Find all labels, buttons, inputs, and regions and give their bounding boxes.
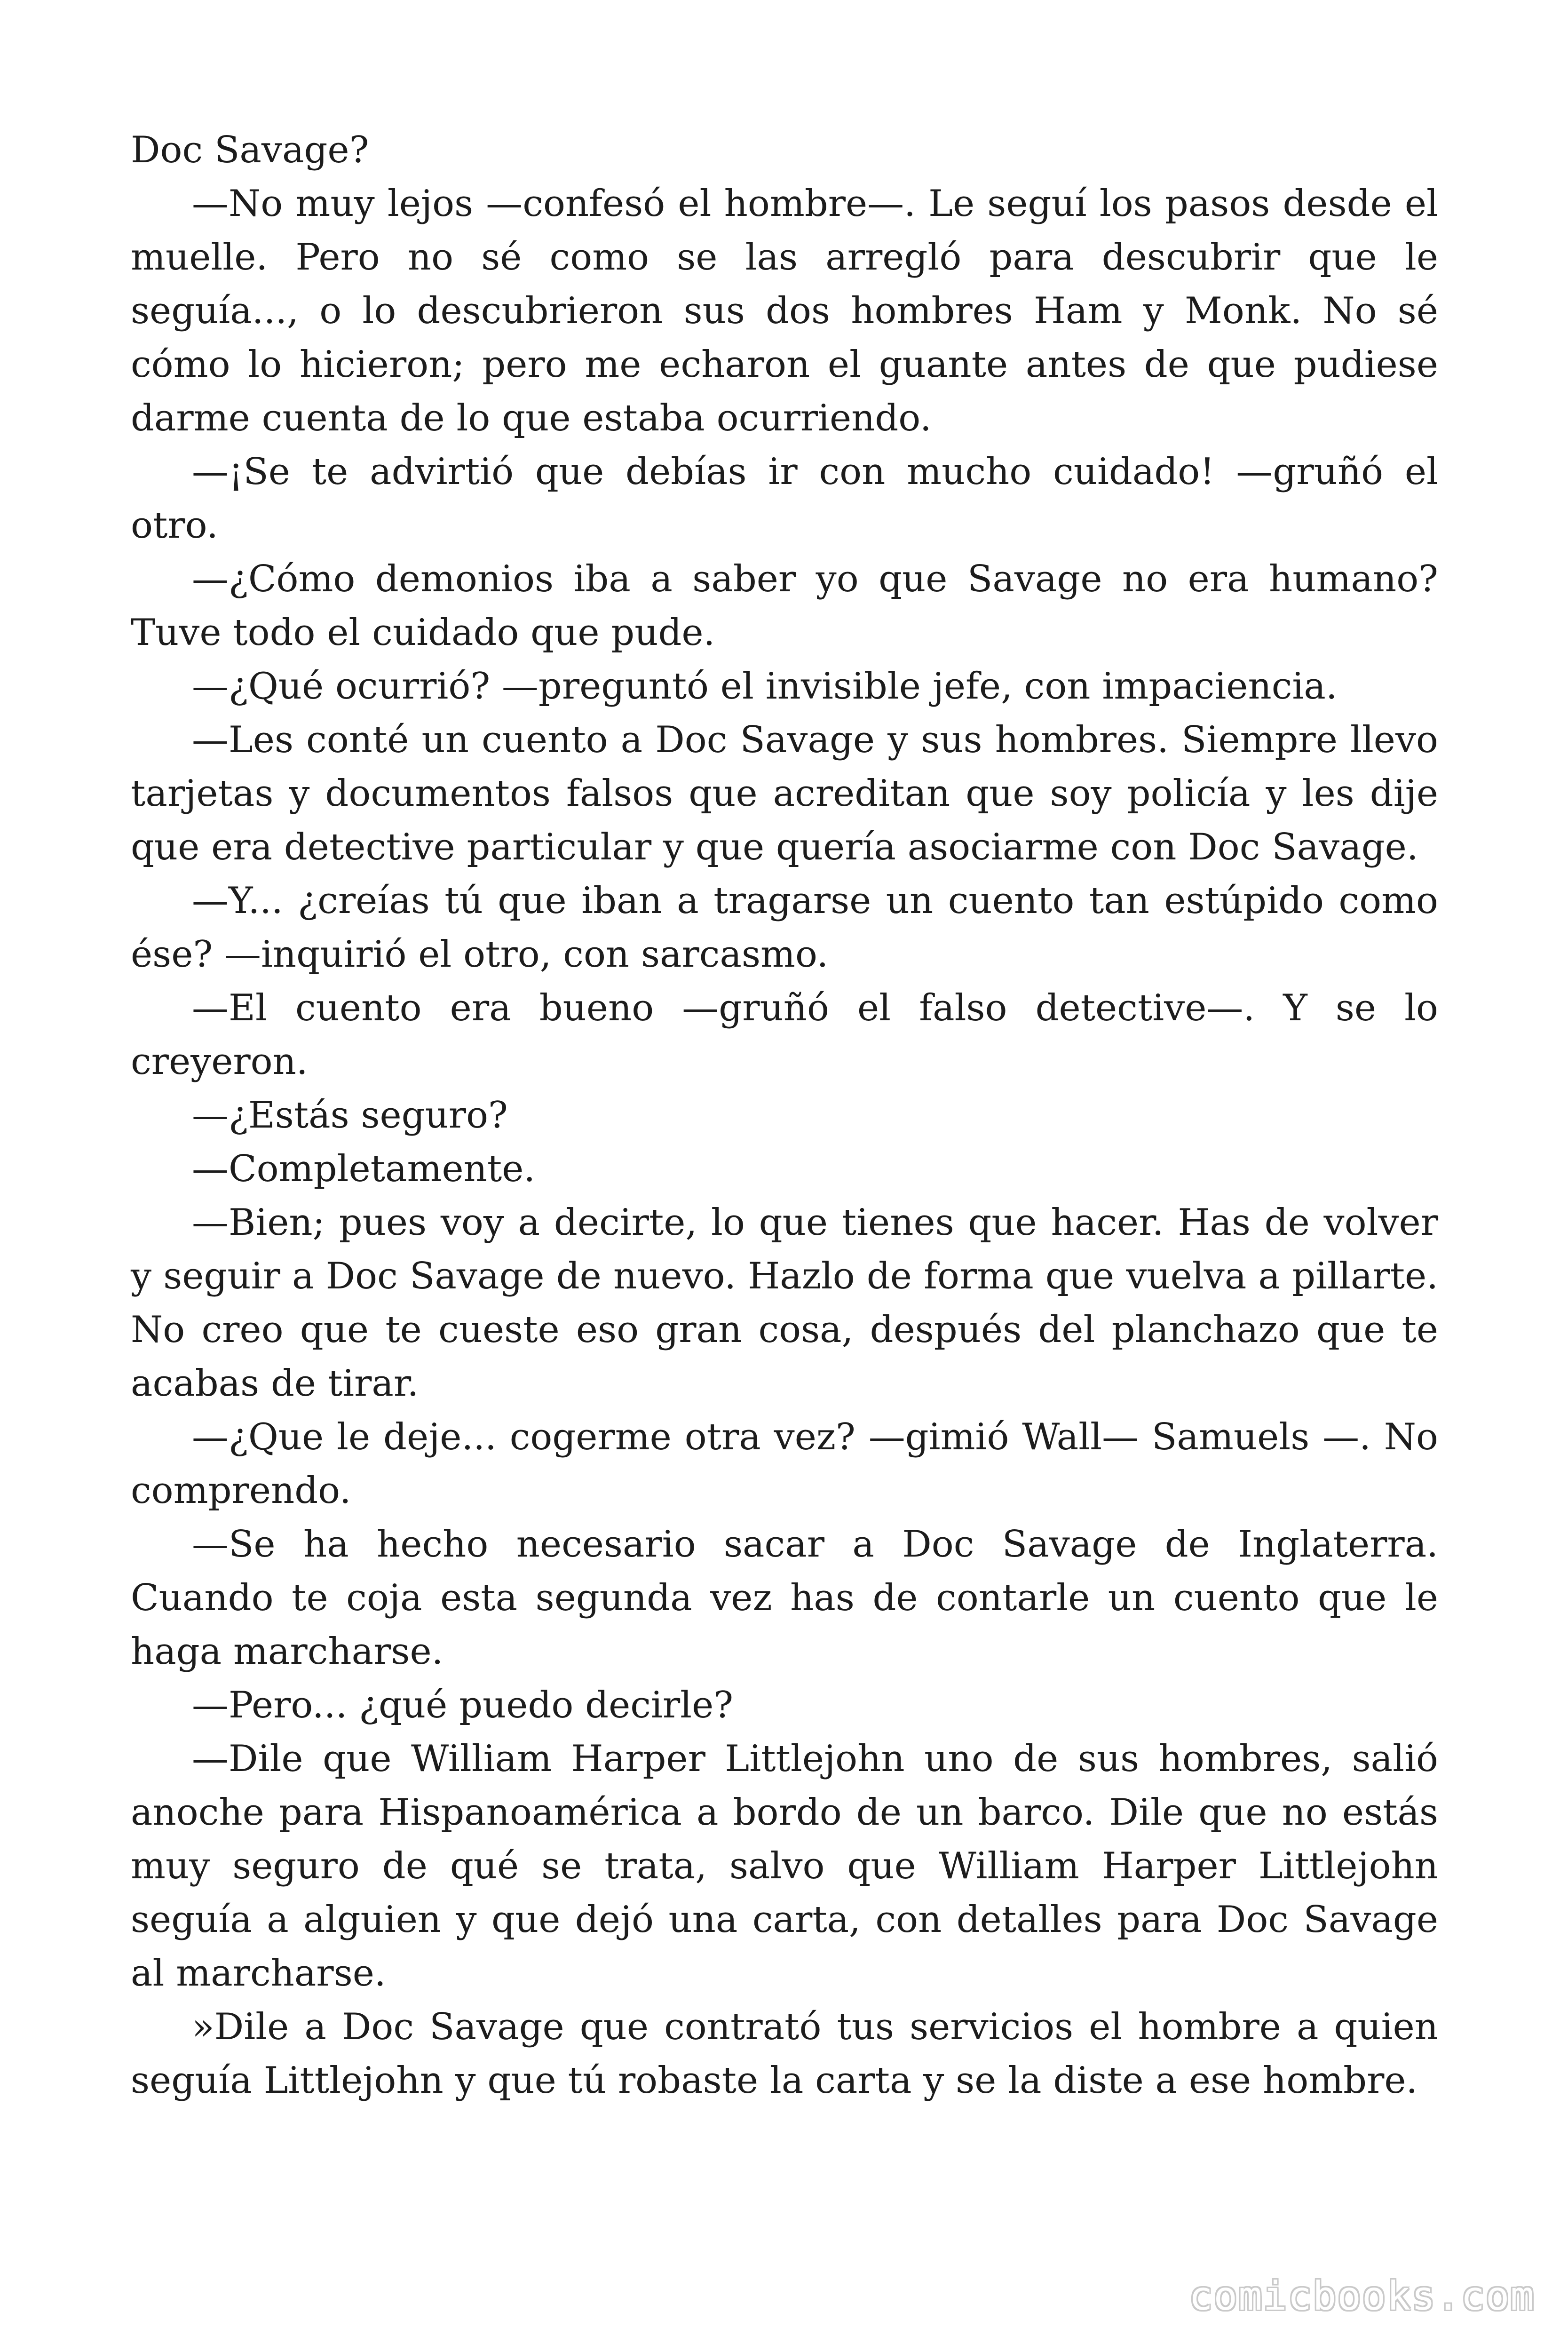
paragraph: —¿Qué ocurrió? —preguntó el invisible jefe, con impaciencia. <box>192 665 1338 707</box>
paragraph: —No muy lejos —confesó el hombre—. Le seguí los pasos desde el muelle. Pero no sé como se las arregló para descubrir que le seguía..., o lo descubrieron sus dos hombres Ham y Monk. No sé cómo lo hicieron; pero me echaron el guante antes de que pudiese darme cuenta de lo que estaba ocurriendo. <box>131 183 1438 439</box>
paragraph: —¡Se te advirtió que debías ir con mucho cuidado! —gruñó el otro. <box>131 451 1438 547</box>
paragraph: —¿Cómo demonios iba a saber yo que Savage no era humano? Tuve todo el cuidado que pude. <box>131 558 1438 654</box>
paragraph: —Se ha hecho necesario sacar a Doc Savage de Inglaterra. Cuando te coja esta segunda vez has de contarle un cuento que le haga marcharse. <box>131 1523 1438 1673</box>
watermark: comicbooks.com <box>1188 2273 1535 2319</box>
paragraph: —Completamente. <box>192 1148 536 1190</box>
paragraph: —¿Estás seguro? <box>192 1094 508 1136</box>
paragraph: —Les conté un cuento a Doc Savage y sus hombres. Siempre llevo tarjetas y documentos falsos que acreditan que soy policía y les dije que era detective particular y que quería asociarme con Doc Savage. <box>131 719 1438 868</box>
paragraph: »Dile a Doc Savage que contrató tus servicios el hombre a quien seguía Littlejohn y que tú robaste la carta y se la diste a ese hombre. <box>131 2006 1438 2102</box>
paragraph: —Bien; pues voy a decirte, lo que tienes que hacer. Has de volver y seguir a Doc Savage de nuevo. Hazlo de forma que vuelva a pillarte. No creo que te cueste eso gran cosa, después del planchazo que te acabas de tirar. <box>131 1201 1438 1405</box>
paragraph: —El cuento era bueno —gruñó el falso detective—. Y se lo creyeron. <box>131 987 1438 1083</box>
paragraph: Doc Savage? <box>131 129 369 171</box>
paragraph: —Y... ¿creías tú que iban a tragarse un cuento tan estúpido como ése? —inquirió el otro, con sarcasmo. <box>131 880 1438 976</box>
paragraph: —¿Que le deje... cogerme otra vez? —gimió Wall— Samuels —. No comprendo. <box>131 1416 1438 1512</box>
paragraph: —Dile que William Harper Littlejohn uno de sus hombres, salió anoche para Hispanoamérica a bordo de un barco. Dile que no estás muy seguro de qué se trata, salvo que William Harper Littlejohn seguía a alguien y que dejó una carta, con detalles para Doc Savage al marcharse. <box>131 1738 1438 1994</box>
book-page-text <box>131 123 1438 2107</box>
paragraph: —Pero... ¿qué puedo decirle? <box>192 1684 734 1726</box>
